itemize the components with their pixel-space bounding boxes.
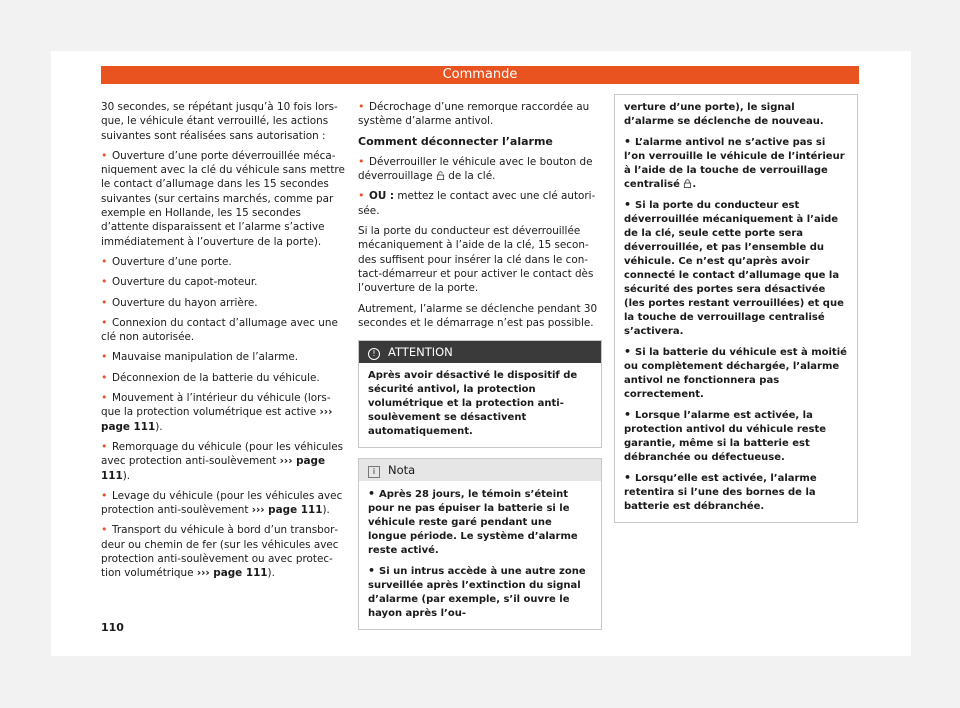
paragraph: verture d’une porte), le signal d’alarme se déclenche de nouveau. [624,102,824,127]
list-item: • Si la porte du conducteur est déverrouillée mécaniquement à l’aide de la clé, seule cette porte sera déverrouillée, et pas l’ensemble du véhicule. Ce n’est qu’après avoir connecté le contact d’allumage que la sécurité des portes sera désactivée (les portes restant verrouillées) et que la touche de verrouillage centralisé s’activera. [624,198,844,337]
list-item: • Déconnexion de la batterie du véhicule. [101,370,320,384]
section-heading: Comment déconnecter l’alarme [358,134,553,148]
section-header: Commande [101,66,859,84]
list-item: • Lorsque l’alarme est activée, la protection antivol du véhicule reste garantie, même si la batterie est débranchée ou défectueuse. [624,408,827,463]
page-link[interactable]: ››› page 111 [101,406,333,433]
info-icon: i [368,466,380,478]
unlock-icon [436,171,445,180]
list-item: • Si la batterie du véhicule est à moitié ou complètement déchargée, l’alarme antivol ne fonctionnera pas correctement. [624,345,847,400]
list-item: • Transport du véhicule à bord d’un transbordeur ou chemin de fer (sur les véhicules avec protection anti-soulèvement ou avec protection volumétrique ››› page 111). [101,523,339,580]
paragraph: Si la porte du conducteur est déverrouillée mécaniquement à l’aide de la clé, 15 secondes suffisent pour insérer la clé dans le contact-démarreur et pour activer le contact dès l’ouverture de la porte. [358,225,594,295]
list-item: • Mouvement à l’intérieur du véhicule (lorsque la protection volumétrique est active ››› page 111). [101,391,333,433]
list-item: • Levage du véhicule (pour les véhicules avec protection anti-soulèvement ››› page 111). [101,488,343,517]
list-item: • Lorsqu’elle est activée, l’alarme retentira si l’une des bornes de la batterie est débranchée. [624,471,817,512]
list-item: • Mauvaise manipulation de l’alarme. [101,350,299,364]
page-link[interactable]: ››› page 111 [251,504,323,517]
list-item: • Après 28 jours, le témoin s’éteint pour ne pas épuiser la batterie si le véhicule reste garé pendant une longue période. Le système d’alarme reste activé. [368,487,578,557]
paragraph: Autrement, l’alarme se déclenche pendant 30 secondes et le démarrage n’est pas possible. [358,302,598,329]
attention-box [358,340,602,448]
column-left [101,100,346,587]
page-link[interactable]: ››› page 111 [101,455,326,482]
attention-header: ! ATTENTION [359,341,601,363]
list-item: • Ouverture du capot-moteur. [101,275,258,289]
list-item: • OU : mettez le contact avec une clé autorisée. [358,189,596,217]
warning-icon: ! [368,348,380,360]
nota-box [358,458,602,630]
list-item: • Déverrouiller le véhicule avec le bouton de déverrouillage de la clé. [358,154,593,183]
list-item: • Décrochage d’une remorque raccordée au système d’alarme antivol. [358,100,590,128]
list-item: • Remorquage du véhicule (pour les véhicules avec protection anti-soulèvement ››› page 111). [101,439,344,482]
list-item: • Ouverture d’une porte déverrouillée mécaniquement avec la clé du véhicule sans mettre le contact d’allumage dans les 15 secondes suivantes (sur certains marchés, comme par exemple en Hollande, les 15 secondes d’attente disparaissent et l’alarme s’active immédiatement à l’ouverture de la porte). [101,148,345,248]
nota-continuation-box [614,94,858,523]
list-item: • Connexion du contact d’allumage avec une clé non autorisée. [101,315,338,344]
list-item: • Ouverture du hayon arrière. [101,295,258,309]
nota-header: i Nota [359,459,601,481]
column-middle [358,100,602,630]
column-right [614,94,858,523]
page-number: 110 [101,621,124,634]
page-link[interactable]: ››› page 111 [196,567,268,580]
list-item: • Ouverture d’une porte. [101,254,232,268]
attention-text: Après avoir désactivé le dispositif de sécurité antivol, la protection volumétrique et la protection anti-soulèvement se désactivent automatiquement. [368,370,578,438]
list-item: • L’alarme antivol ne s’active pas si l’on verrouille le véhicule de l’intérieur à l’aide de la touche de verrouillage centralisé . [624,135,845,190]
list-item: • Si un intrus accède à une autre zone surveillée après l’extinction du signal d’alarme (par exemple, s’il ouvre le hayon après l’ou- [368,564,586,620]
intro-paragraph: 30 secondes, se répétant jusqu’à 10 fois lorsque, le véhicule étant verrouillé, les actions suivantes sont réalisées sans autorisation : [101,101,338,142]
